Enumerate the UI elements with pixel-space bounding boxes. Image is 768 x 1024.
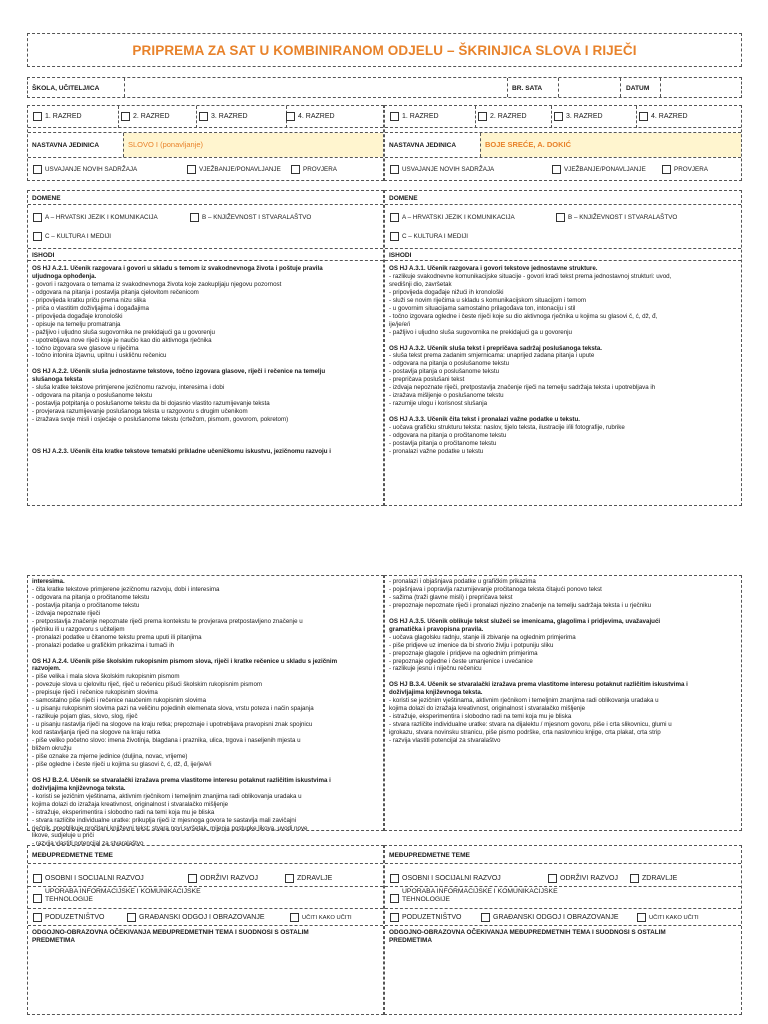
outcome-line: - izdvaja nepoznate riječi bbox=[32, 609, 101, 617]
left-grade-panel bbox=[27, 105, 384, 181]
outcome-line: - prepoznaje glagole i pridjeve na oglednim primjerima bbox=[389, 649, 538, 657]
outcome-heading: OŠ HJ B.3.4. Učenik se stvaralački izražava prema vlastitome interesu potaknut različitim iskustvima i bbox=[389, 681, 688, 689]
outcome-heading: interesima. bbox=[32, 578, 65, 585]
checkbox[interactable] bbox=[556, 213, 565, 222]
outcome-line: - uočava grafičku strukturu teksta: naslov, tijelo teksta, ilustracije i/ili fotografije, rubrike bbox=[389, 424, 625, 432]
checkbox[interactable] bbox=[199, 112, 208, 121]
outcome-line: - odgovara na pitanja i postavlja pitanja cjelovitom rečenicom bbox=[32, 288, 199, 296]
lesson-unit-label: NASTAVNA JEDINICA bbox=[389, 142, 457, 149]
outcome-line: bližem okružju bbox=[32, 745, 72, 752]
left-outcomes-continued bbox=[27, 575, 384, 848]
type-assessment-option[interactable]: PROVJERA bbox=[662, 165, 708, 174]
left-themes-panel bbox=[27, 845, 384, 1015]
outcome-line: - upotrebljava nove riječi koje je naučio kao dio aktivnoga rječnika bbox=[32, 336, 212, 344]
outcome-line: igrokazu, stvara novinsku stranicu, piše pismo podrške, crta naslovnicu knjige, crta plakat, crta strip bbox=[389, 729, 661, 737]
domain-c-option[interactable]: C – KULTURA I MEDIJI bbox=[33, 232, 111, 241]
grade-2-option[interactable]: 2. RAZRED bbox=[478, 112, 527, 121]
outcome-line: - odgovara na pitanja o pročitanome tekstu bbox=[389, 431, 507, 439]
outcomes-header: ISHODI bbox=[385, 248, 741, 261]
checkbox[interactable] bbox=[478, 112, 487, 121]
checkbox[interactable] bbox=[127, 913, 136, 922]
themes-row bbox=[385, 909, 741, 926]
checkbox[interactable] bbox=[637, 913, 646, 922]
outcome-line: - prepoznaje ogledne i česte umanjenice i uvećanice bbox=[389, 657, 533, 665]
type-new-content-option[interactable]: USVAJANJE NOVIH SADRŽAJA bbox=[390, 165, 494, 174]
outcomes-text bbox=[32, 265, 379, 456]
outcome-line: - postavlja pitanja o pročitanome tekstu bbox=[32, 601, 140, 609]
expectations-header: ODGOJNO-OBRAZOVNA OČEKIVANJA MEĐUPREDMETNIH TEMA I SUODNOSI S OSTALIM PREDMETIMA bbox=[32, 929, 309, 944]
outcome-line: - pretpostavlja značenje nepoznate riječi prema kontekstu te provjerava pretpostavljeno značenje u bbox=[32, 617, 303, 625]
lesson-type-row bbox=[385, 162, 741, 178]
outcome-heading: gramatička i pravopisna pravila. bbox=[389, 625, 484, 633]
outcome-line: - opisuje na temelju promatranja bbox=[32, 320, 121, 328]
lesson-number-field[interactable] bbox=[558, 78, 620, 97]
outcome-line: - sluša tekst prema zadanim smjernicama: unaprijed zadana pitanja i upute bbox=[389, 352, 595, 360]
checkbox[interactable] bbox=[639, 112, 648, 121]
checkbox[interactable] bbox=[554, 112, 563, 121]
checkbox[interactable] bbox=[33, 874, 42, 883]
theme-learning-option[interactable]: UČITI KAKO UČITI bbox=[290, 913, 352, 922]
expectations-header: ODGOJNO-OBRAZOVNA OČEKIVANJA MEĐUPREDMETNIH TEMA I SUODNOSI S OSTALIM PREDMETIMA bbox=[389, 929, 666, 944]
lesson-unit-field[interactable]: BOJE SREĆE, A. DOKIĆ bbox=[480, 133, 741, 157]
theme-entrepreneurship-option[interactable]: PODUZETNIŠTVO bbox=[390, 913, 462, 922]
outcome-heading: slušanoga teksta bbox=[32, 376, 83, 384]
domain-c-option[interactable]: C – KULTURA I MEDIJI bbox=[390, 232, 468, 241]
lesson-number-label: BR. SATA bbox=[512, 85, 543, 92]
outcome-line: - razlikuje svakodnevne komunikacijske situacije - govori kraći tekst prema jednostavnoj strukturi: uvod, bbox=[389, 272, 672, 280]
outcome-line: - izražava mišljenje o poslušanome tekstu bbox=[389, 392, 504, 400]
outcome-line: - sažima (traži glavne misli) i prepričava tekst bbox=[389, 593, 513, 601]
lesson-type-row bbox=[28, 162, 383, 178]
outcome-line: - pronalazi i objašnjava podatke u grafičkim prikazima bbox=[389, 578, 536, 585]
outcomes-text bbox=[32, 578, 379, 848]
outcome-line: rječniku ili u razgovoru s učiteljem bbox=[32, 625, 125, 633]
grade-4-option[interactable]: 4. RAZRED bbox=[286, 112, 335, 121]
checkbox[interactable] bbox=[285, 874, 294, 883]
checkbox[interactable] bbox=[390, 913, 399, 922]
theme-learning-option[interactable]: UČITI KAKO UČITI bbox=[637, 913, 699, 922]
outcome-line: - prepisuje riječi i rečenice rukopisnim slovima bbox=[32, 689, 158, 697]
outcome-line: - točno izgovara ogledne i česte riječi koje su dio aktivnoga rječnika u kojima su glasovi č, ć, dž, đ, bbox=[389, 312, 658, 320]
theme-sustainable-option[interactable]: ODRŽIVI RAZVOJ bbox=[548, 874, 618, 883]
outcome-line: - provjerava razumijevanje poslušanoga teksta u razgovoru s drugim učenikom bbox=[32, 408, 248, 416]
lesson-unit-label: NASTAVNA JEDINICA bbox=[32, 142, 100, 149]
checkbox[interactable] bbox=[291, 165, 300, 174]
checkbox[interactable] bbox=[390, 232, 399, 241]
lesson-unit-field[interactable]: SLOVO I (ponavljanje) bbox=[123, 133, 383, 157]
outcome-line: - razvija vlastiti potencijal za stvaralaštvo bbox=[389, 737, 501, 745]
theme-ict-option[interactable]: UPORABA INFORMACIJSKE I KOMUNIKACIJSKE TEHNOLOGIJE bbox=[390, 888, 558, 903]
theme-personal-social-option[interactable]: OSOBNI I SOCIJALNI RAZVOJ bbox=[33, 874, 144, 883]
outcomes-header: ISHODI bbox=[28, 248, 383, 261]
outcome-line: - pronalazi važne podatke u tekstu bbox=[389, 447, 484, 455]
checkbox[interactable] bbox=[662, 165, 671, 174]
outcome-line: - u pisanju rukopisnim slovima pazi na veličinu pojedinih elemenata slova, vrstu poteza i način spajanja bbox=[32, 705, 314, 713]
outcome-line: - piše oznake za mjerne jedinice (duljina, novac, vrijeme) bbox=[32, 752, 188, 760]
themes-row bbox=[28, 909, 383, 926]
checkbox[interactable] bbox=[33, 165, 42, 174]
outcome-heading: uljudnoga ophođenja. bbox=[32, 272, 97, 280]
outcome-heading: OŠ HJ A.3.5. Učenik oblikuje tekst služeći se imenicama, glagolima i pridjevima, uvažavajući bbox=[389, 617, 661, 625]
outcome-line: - stvara različite individualne uratke: prikuplja riječi iz mjesnoga govora te sastavlja mali zavičajni bbox=[32, 816, 297, 824]
outcome-line: kojima dolazi do izražaja kreativnost, originalnost i stvaralačko mišljenje bbox=[389, 705, 586, 713]
checkbox[interactable] bbox=[552, 165, 561, 174]
outcome-heading: OŠ HJ A.3.2. Učenik sluša tekst i prepričava sadržaj poslušanoga teksta. bbox=[389, 344, 602, 352]
outcome-heading: OŠ HJ A.2.1. Učenik razgovara i govori u skladu s temom iz svakodnevnoga života i poštuje pravila bbox=[32, 265, 323, 272]
outcome-line: - točno intonira izjavnu, upitnu i uskličnu rečenicu bbox=[32, 352, 167, 360]
outcome-heading: razvojem. bbox=[32, 665, 61, 673]
divider bbox=[551, 106, 552, 128]
outcome-line: - prepričava poslušani tekst bbox=[389, 376, 465, 384]
type-practice-option[interactable]: VJEŽBANJE/PONAVLJANJE bbox=[552, 165, 646, 174]
checkbox[interactable] bbox=[390, 874, 399, 883]
left-domains-outcomes-panel bbox=[27, 190, 384, 506]
outcome-heading: doživljajima književnoga teksta. bbox=[32, 784, 126, 792]
spacer bbox=[32, 650, 379, 658]
outcome-line: kod rastavljanja riječi na slogove na kraju retka bbox=[32, 729, 161, 737]
outcome-line: - čita kratke tekstove primjerene jezičnomu razvoju, dobi i interesima bbox=[32, 585, 220, 593]
outcome-line: - priča o vlastitim doživljajima i događajima bbox=[32, 304, 149, 312]
checkbox[interactable] bbox=[190, 213, 199, 222]
spacer bbox=[32, 769, 379, 777]
theme-health-option[interactable]: ZDRAVLJE bbox=[630, 874, 677, 883]
type-new-content-option[interactable]: USVAJANJE NOVIH SADRŽAJA bbox=[33, 165, 137, 174]
outcome-line: - prepoznaje nepoznate riječi i pronalazi njezino značenje na temelju sadržaja teksta i u rječniku bbox=[389, 601, 652, 609]
theme-entrepreneurship-option[interactable]: PODUZETNIŠTVO bbox=[33, 913, 105, 922]
outcome-line: - u govornim situacijama samostalno prilagođava ton, intonaciju i stil bbox=[389, 304, 576, 312]
outcome-heading: OŠ HJ A.2.4. Učenik piše školskim rukopisnim pismom slova, riječi i kratke rečenice u skladu s jezičnim bbox=[32, 657, 338, 665]
grade-row bbox=[28, 106, 383, 128]
outcome-line: - odgovara na pitanja o pročitanome tekstu bbox=[32, 593, 150, 601]
outcome-line: središnji dio, završetak bbox=[389, 280, 452, 288]
school-teacher-field[interactable] bbox=[124, 78, 534, 97]
theme-health-option[interactable]: ZDRAVLJE bbox=[285, 874, 332, 883]
outcome-line: - samostalno piše riječi i rečenice naučenim rukopisnim slovima bbox=[32, 697, 207, 705]
outcome-line: - govori i razgovara o temama iz svakodnevnoga života koje zaokupljaju njegovu pozornost bbox=[32, 280, 282, 288]
outcome-line: - služi se novim riječima u skladu s komunikacijskom situacijom i temom bbox=[389, 296, 587, 304]
outcome-line: rječnik, preoblikuje pročitani književni tekst: stvara novi svršetak, mijenja postupke likova, uvodi nove bbox=[32, 824, 308, 832]
outcome-line: - postavlja pitanja o pročitanome tekstu bbox=[389, 439, 497, 447]
outcome-line: - uočava glagolsku radnju, stanje ili zbivanje na oglednim primjerima bbox=[389, 633, 576, 641]
outcome-line: - piše velika i mala slova školskim rukopisnim pismom bbox=[32, 673, 180, 681]
outcome-line: - piše pridjeve uz imenice da bi stvorio življu i potpuniju sliku bbox=[389, 641, 554, 649]
divider bbox=[118, 106, 119, 128]
outcome-line: - postavlja potpitanja o poslušanome tekstu da bi dojasnio vlastito razumijevanje teksta bbox=[32, 400, 270, 408]
school-teacher-label: ŠKOLA, UČITELJ/ICA bbox=[32, 85, 100, 92]
themes-row bbox=[385, 887, 741, 909]
domains-header: DOMENE bbox=[385, 191, 741, 205]
outcomes-text bbox=[389, 578, 737, 745]
outcome-line: - koristi se jezičnim vještinama, aktivnim rječnikom i temeljnim znanjima radi oblikovanja uradaka u bbox=[32, 792, 302, 800]
grade-1-option[interactable]: 1. RAZRED bbox=[33, 112, 82, 121]
outcome-line: - pronalazi podatke u grafičkim prikazima i tumači ih bbox=[32, 641, 175, 649]
outcome-line: ije/je/e/i bbox=[389, 320, 410, 328]
themes-row bbox=[28, 887, 383, 909]
outcome-line: - istražuje, eksperimentira i slobodno radi na temi koja mu je bliska bbox=[389, 713, 572, 721]
grade-3-option[interactable]: 3. RAZRED bbox=[554, 112, 603, 121]
outcome-heading: doživljajima književnoga teksta. bbox=[389, 689, 483, 697]
outcome-line: - pripovijeda kratku priču prema nizu slika bbox=[32, 296, 146, 304]
theme-personal-social-option[interactable]: OSOBNI I SOCIJALNI RAZVOJ bbox=[390, 874, 501, 883]
checkbox[interactable] bbox=[33, 894, 42, 903]
checkbox[interactable] bbox=[187, 165, 196, 174]
outcome-line: - razvija vlastiti potencijal za stvaralaštvo bbox=[32, 840, 144, 848]
date-field[interactable] bbox=[660, 78, 743, 97]
outcome-line: - stvara različite individualne uratke: stvara na dijalektu / mjesnom govoru, piše i crta slikovnicu, glumi u bbox=[389, 721, 672, 729]
themes-header: MEĐUPREDMETNE TEME bbox=[28, 846, 383, 864]
outcome-line: - pripovijeda događaje kronološki bbox=[32, 312, 123, 320]
right-grade-panel bbox=[384, 105, 742, 181]
spacer bbox=[389, 408, 737, 416]
outcome-line: - razumije ulogu i korisnost slušanja bbox=[389, 400, 488, 408]
outcome-line: - postavlja pitanja o poslušanome tekstu bbox=[389, 368, 500, 376]
outcome-line: likove, sudjeluje u priči bbox=[32, 832, 94, 840]
grade-4-option[interactable]: 4. RAZRED bbox=[639, 112, 688, 121]
outcome-heading: OŠ HJ B.2.4. Učenik se stvaralački izražava prema vlastitome interesu potaknut različitim iskustvima i bbox=[32, 776, 331, 784]
outcome-line: kojima dolazi do izražaja kreativnost, originalnost i stvaralačko mišljenje bbox=[32, 800, 229, 808]
page-title: PRIPREMA ZA SAT U KOMBINIRANOM ODJELU – ŠKRINJICA SLOVA I RIJEČI bbox=[132, 42, 637, 58]
spacer bbox=[389, 610, 737, 618]
theme-civic-option[interactable]: GRAĐANSKI ODGOJ I OBRAZOVANJE bbox=[481, 913, 619, 922]
lesson-unit-row bbox=[385, 132, 741, 158]
outcome-line: - piše ogledne i česte riječi u kojima su glasovi č, ć, dž, đ, ije/je/e/i bbox=[32, 760, 212, 768]
outcome-heading: OŠ HJ A.2.2. Učenik sluša jednostavne tekstove, točno izgovara glasove, riječi i rečenice na temelju bbox=[32, 368, 326, 376]
title-box bbox=[27, 33, 742, 67]
divider bbox=[196, 106, 197, 128]
themes-row bbox=[385, 870, 741, 887]
outcome-line: - odgovara na pitanja o poslušanome tekstu bbox=[32, 392, 153, 400]
lesson-unit-row bbox=[28, 132, 383, 158]
themes-header: MEĐUPREDMETNE TEME bbox=[385, 846, 741, 864]
checkbox[interactable] bbox=[481, 913, 490, 922]
checkbox[interactable] bbox=[188, 874, 197, 883]
outcome-line: - razlikuje pojam glas, slovo, slog, riječ bbox=[32, 713, 138, 721]
info-row bbox=[27, 77, 742, 98]
outcome-line: - povezuje slova u cjelovitu riječ, riječ u rečenicu pišući školskim rukopisnim pismom bbox=[32, 681, 263, 689]
grade-1-option[interactable]: 1. RAZRED bbox=[390, 112, 439, 121]
outcome-line: - istražuje, eksperimentira i slobodno radi na temi koja mu je bliska bbox=[32, 808, 215, 816]
theme-ict-option[interactable]: UPORABA INFORMACIJSKE I KOMUNIKACIJSKE TEHNOLOGIJE bbox=[33, 888, 201, 903]
spacer bbox=[32, 440, 379, 448]
right-domains-outcomes-panel bbox=[384, 190, 742, 506]
outcome-line: - pronalazi podatke u čitanome tekstu prema uputi ili pitanjima bbox=[32, 633, 202, 641]
grade-row bbox=[385, 106, 741, 128]
divider bbox=[475, 106, 476, 128]
domain-b-option[interactable]: B – KNJIŽEVNOST I STVARALAŠTVO bbox=[556, 213, 677, 222]
divider bbox=[620, 78, 660, 97]
outcomes-text bbox=[389, 265, 737, 456]
outcome-line: - odgovara na pitanja o poslušanome tekstu bbox=[389, 360, 510, 368]
themes-row bbox=[28, 870, 383, 887]
checkbox[interactable] bbox=[33, 913, 42, 922]
divider bbox=[636, 106, 637, 128]
outcome-line: - piše veliko početno slovo: imena životinja, blagdana i praznika, ulica, trgova i naseljenih mjesta u bbox=[32, 737, 301, 745]
outcome-line: - pojašnjava i popravlja razumijevanje pročitanoga teksta čitajući ponovo tekst bbox=[389, 585, 602, 593]
checkbox[interactable] bbox=[548, 874, 557, 883]
outcome-line: - sluša kratke tekstove primjerene jezičnomu razvoju, interesima i dobi bbox=[32, 384, 225, 392]
right-outcomes-continued bbox=[384, 575, 742, 831]
checkbox[interactable] bbox=[290, 913, 299, 922]
date-label: DATUM bbox=[626, 85, 650, 92]
outcome-heading: OŠ HJ A.3.1. Učenik razgovara i govori tekstove jednostavne strukture. bbox=[389, 265, 598, 272]
outcome-line: - pripovijeda događaje nižući ih kronološki bbox=[389, 288, 504, 296]
domain-a-option[interactable]: A – HRVATSKI JEZIK I KOMUNIKACIJA bbox=[390, 213, 515, 222]
checkbox[interactable] bbox=[286, 112, 295, 121]
type-practice-option[interactable]: VJEŽBANJE/PONAVLJANJE bbox=[187, 165, 281, 174]
checkbox[interactable] bbox=[390, 894, 399, 903]
theme-sustainable-option[interactable]: ODRŽIVI RAZVOJ bbox=[188, 874, 258, 883]
outcome-line: - koristi se jezičnim vještinama, aktivnim rječnikom i temeljnim znanjima radi oblikovanja uradaka u bbox=[389, 697, 659, 705]
spacer bbox=[32, 360, 379, 368]
outcome-line: - izražava svoje misli i osjećaje o poslušanome tekstu (crtežom, pismom, govorom, pokretom) bbox=[32, 416, 289, 424]
outcome-line: - pažljivo i uljudno sluša sugovornika ne prekidajući ga u govorenju bbox=[389, 328, 572, 336]
checkbox[interactable] bbox=[33, 232, 42, 241]
outcome-line: - pažljivo i uljudno sluša sugovornika ne prekidajući ga u govorenju bbox=[32, 328, 215, 336]
checkbox[interactable] bbox=[390, 165, 399, 174]
spacer bbox=[389, 337, 737, 345]
checkbox[interactable] bbox=[33, 213, 42, 222]
checkbox[interactable] bbox=[630, 874, 639, 883]
theme-civic-option[interactable]: GRAĐANSKI ODGOJ I OBRAZOVANJE bbox=[127, 913, 265, 922]
checkbox[interactable] bbox=[390, 213, 399, 222]
divider bbox=[507, 78, 508, 97]
right-themes-panel bbox=[384, 845, 742, 1015]
spacer bbox=[389, 673, 737, 681]
spacer bbox=[32, 432, 379, 440]
spacer bbox=[32, 424, 379, 432]
grade-3-option[interactable]: 3. RAZRED bbox=[199, 112, 248, 121]
type-assessment-option[interactable]: PROVJERA bbox=[291, 165, 337, 174]
checkbox[interactable] bbox=[121, 112, 130, 121]
outcome-line: - razlikuje jesnu i niječnu rečenicu bbox=[389, 665, 482, 673]
outcome-line: - u pisanju rastavlja riječi na slogove na kraju retka; prepoznaje i upotrebljava pravopisni znak spojnicu bbox=[32, 721, 313, 729]
outcome-heading: OŠ HJ A.2.3. Učenik čita kratke tekstove tematski prikladne učeničkomu iskustvu, jezičnomu razvoju i bbox=[32, 447, 331, 455]
domain-b-option[interactable]: B – KNJIŽEVNOST I STVARALAŠTVO bbox=[190, 213, 311, 222]
grade-2-option[interactable]: 2. RAZRED bbox=[121, 112, 170, 121]
checkbox[interactable] bbox=[33, 112, 42, 121]
outcome-line: - izdvaja nepoznate riječi, pretpostavlja značenje riječi na temelju sadržaja teksta i upotrebljava ih bbox=[389, 384, 656, 392]
outcome-line: - točno izgovara sve glasove u riječima bbox=[32, 344, 139, 352]
domain-a-option[interactable]: A – HRVATSKI JEZIK I KOMUNIKACIJA bbox=[33, 213, 158, 222]
checkbox[interactable] bbox=[390, 112, 399, 121]
domains-header: DOMENE bbox=[28, 191, 383, 205]
outcome-heading: OŠ HJ A.3.3. Učenik čita tekst i pronalazi važne podatke u tekstu. bbox=[389, 416, 580, 424]
